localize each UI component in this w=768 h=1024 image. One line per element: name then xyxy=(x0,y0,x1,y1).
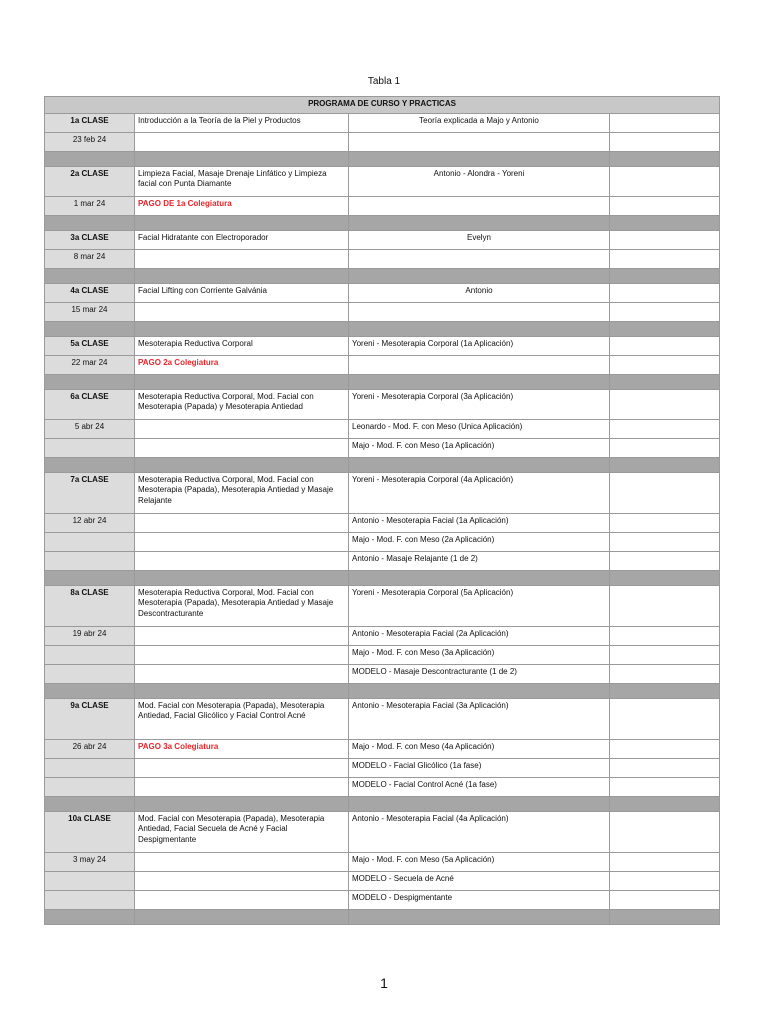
class-row xyxy=(45,231,720,250)
topic-cell xyxy=(135,627,349,646)
session-cell xyxy=(45,759,135,778)
notes-cell xyxy=(610,250,720,269)
practice-cell: MODELO - Secuela de Acné xyxy=(349,872,610,891)
session-cell xyxy=(45,910,135,925)
practice-cell xyxy=(349,152,610,167)
notes-cell xyxy=(610,665,720,684)
practice-cell: Antonio - Mesoterapia Facial (2a Aplicación) xyxy=(349,627,610,646)
table-row xyxy=(45,853,720,872)
notes-cell xyxy=(610,133,720,152)
topic-cell xyxy=(135,646,349,665)
notes-cell xyxy=(610,458,720,473)
notes-cell xyxy=(610,473,720,514)
notes-cell xyxy=(610,216,720,231)
class-row xyxy=(45,114,720,133)
session-cell: 10a CLASE xyxy=(45,812,135,853)
topic-cell: PAGO DE 1a Colegiatura xyxy=(135,197,349,216)
notes-cell xyxy=(610,646,720,665)
session-cell: 6a CLASE xyxy=(45,390,135,420)
notes-cell xyxy=(610,910,720,925)
table-row xyxy=(45,778,720,797)
table-row xyxy=(45,646,720,665)
session-cell: 1 mar 24 xyxy=(45,197,135,216)
notes-cell xyxy=(610,533,720,552)
practice-cell xyxy=(349,910,610,925)
practice-cell: Majo - Mod. F. con Meso (4a Aplicación) xyxy=(349,740,610,759)
session-cell: 12 abr 24 xyxy=(45,514,135,533)
session-cell: 19 abr 24 xyxy=(45,627,135,646)
practice-cell: Antonio - Mesoterapia Facial (4a Aplicación) xyxy=(349,812,610,853)
practice-cell: Majo - Mod. F. con Meso (5a Aplicación) xyxy=(349,853,610,872)
session-cell: 2a CLASE xyxy=(45,167,135,197)
topic-cell: Mesoterapia Reductiva Corporal, Mod. Facial con Mesoterapia (Papada), Mesoterapia Antiedad y Masaje Descontracturante xyxy=(135,586,349,627)
notes-cell xyxy=(610,571,720,586)
practice-cell xyxy=(349,797,610,812)
page-number: 1 xyxy=(380,975,388,991)
table-row xyxy=(45,356,720,375)
separator-row xyxy=(45,571,720,586)
session-cell: 3 may 24 xyxy=(45,853,135,872)
topic-cell: PAGO 2a Colegiatura xyxy=(135,356,349,375)
practice-cell: Yoreni - Mesoterapia Corporal (4a Aplicación) xyxy=(349,473,610,514)
table-row xyxy=(45,420,720,439)
topic-cell: PAGO 3a Colegiatura xyxy=(135,740,349,759)
session-cell: 23 feb 24 xyxy=(45,133,135,152)
separator-row xyxy=(45,375,720,390)
practice-cell: Antonio - Mesoterapia Facial (3a Aplicación) xyxy=(349,699,610,740)
schedule-table xyxy=(44,96,720,925)
notes-cell xyxy=(610,269,720,284)
topic-cell xyxy=(135,853,349,872)
practice-cell: Majo - Mod. F. con Meso (3a Aplicación) xyxy=(349,646,610,665)
notes-cell xyxy=(610,390,720,420)
practice-cell xyxy=(349,322,610,337)
table-row xyxy=(45,250,720,269)
practice-cell: Yoreni - Mesoterapia Corporal (1a Aplicación) xyxy=(349,337,610,356)
class-row xyxy=(45,167,720,197)
practice-cell: MODELO - Despigmentante xyxy=(349,891,610,910)
table-row xyxy=(45,665,720,684)
session-cell xyxy=(45,375,135,390)
notes-cell xyxy=(610,167,720,197)
practice-cell: Antonio xyxy=(349,284,610,303)
separator-row xyxy=(45,322,720,337)
topic-cell: Introducción a la Teoría de la Piel y Productos xyxy=(135,114,349,133)
session-cell: 3a CLASE xyxy=(45,231,135,250)
practice-cell: Leonardo - Mod. F. con Meso (Unica Aplicación) xyxy=(349,420,610,439)
class-row xyxy=(45,390,720,420)
topic-cell: Mod. Facial con Mesoterapia (Papada), Mesoterapia Antiedad, Facial Glicólico y Facial Control Acné xyxy=(135,699,349,740)
topic-cell xyxy=(135,797,349,812)
table-row xyxy=(45,133,720,152)
session-cell xyxy=(45,216,135,231)
topic-cell xyxy=(135,375,349,390)
session-cell: 8a CLASE xyxy=(45,586,135,627)
notes-cell xyxy=(610,439,720,458)
class-row xyxy=(45,812,720,853)
separator-row xyxy=(45,910,720,925)
table-row xyxy=(45,740,720,759)
notes-cell xyxy=(610,197,720,216)
table-row xyxy=(45,439,720,458)
notes-cell xyxy=(610,797,720,812)
session-cell xyxy=(45,891,135,910)
topic-cell xyxy=(135,322,349,337)
notes-cell xyxy=(610,778,720,797)
practice-cell xyxy=(349,458,610,473)
practice-cell: Yoreni - Mesoterapia Corporal (5a Aplicación) xyxy=(349,586,610,627)
session-cell: 7a CLASE xyxy=(45,473,135,514)
table-row xyxy=(45,891,720,910)
topic-cell xyxy=(135,684,349,699)
session-cell xyxy=(45,269,135,284)
session-cell: 15 mar 24 xyxy=(45,303,135,322)
table-row xyxy=(45,759,720,778)
notes-cell xyxy=(610,740,720,759)
topic-cell: Mesoterapia Reductiva Corporal xyxy=(135,337,349,356)
notes-cell xyxy=(610,114,720,133)
separator-row xyxy=(45,458,720,473)
session-cell xyxy=(45,778,135,797)
notes-cell xyxy=(610,152,720,167)
session-cell xyxy=(45,797,135,812)
class-row xyxy=(45,586,720,627)
session-cell xyxy=(45,458,135,473)
topic-cell xyxy=(135,891,349,910)
notes-cell xyxy=(610,759,720,778)
separator-row xyxy=(45,152,720,167)
topic-cell xyxy=(135,910,349,925)
topic-cell: Facial Lifting con Corriente Galvánia xyxy=(135,284,349,303)
topic-cell: Mod. Facial con Mesoterapia (Papada), Mesoterapia Antiedad, Facial Secuela de Acné y Facial Despigmentante xyxy=(135,812,349,853)
class-row xyxy=(45,699,720,740)
topic-cell xyxy=(135,552,349,571)
table-caption: Tabla 1 xyxy=(367,76,401,87)
practice-cell xyxy=(349,133,610,152)
notes-cell xyxy=(610,303,720,322)
topic-cell xyxy=(135,216,349,231)
topic-cell xyxy=(135,133,349,152)
table-header: PROGRAMA DE CURSO Y PRACTICAS xyxy=(45,97,720,114)
session-cell xyxy=(45,439,135,458)
session-cell xyxy=(45,552,135,571)
session-cell xyxy=(45,533,135,552)
session-cell xyxy=(45,665,135,684)
practice-cell: Yoreni - Mesoterapia Corporal (3a Aplicación) xyxy=(349,390,610,420)
topic-cell: Mesoterapia Reductiva Corporal, Mod. Facial con Mesoterapia (Papada), Mesoterapia Antiedad y Masaje Relajante xyxy=(135,473,349,514)
session-cell xyxy=(45,872,135,891)
notes-cell xyxy=(610,684,720,699)
topic-cell xyxy=(135,303,349,322)
topic-cell: Facial Hidratante con Electroporador xyxy=(135,231,349,250)
session-cell xyxy=(45,571,135,586)
table-row xyxy=(45,627,720,646)
topic-cell xyxy=(135,759,349,778)
practice-cell xyxy=(349,684,610,699)
notes-cell xyxy=(610,284,720,303)
separator-row xyxy=(45,269,720,284)
practice-cell: Antonio - Alondra - Yoreni xyxy=(349,167,610,197)
topic-cell xyxy=(135,250,349,269)
practice-cell: Teoría explicada a Majo y Antonio xyxy=(349,114,610,133)
notes-cell xyxy=(610,514,720,533)
session-cell: 8 mar 24 xyxy=(45,250,135,269)
session-cell: 22 mar 24 xyxy=(45,356,135,375)
notes-cell xyxy=(610,231,720,250)
topic-cell xyxy=(135,533,349,552)
session-cell: 26 abr 24 xyxy=(45,740,135,759)
topic-cell xyxy=(135,420,349,439)
class-row xyxy=(45,337,720,356)
session-cell xyxy=(45,322,135,337)
practice-cell xyxy=(349,356,610,375)
notes-cell xyxy=(610,420,720,439)
practice-cell xyxy=(349,571,610,586)
notes-cell xyxy=(610,375,720,390)
practice-cell xyxy=(349,375,610,390)
practice-cell: MODELO - Masaje Descontracturante (1 de 2) xyxy=(349,665,610,684)
topic-cell xyxy=(135,514,349,533)
notes-cell xyxy=(610,322,720,337)
session-cell xyxy=(45,646,135,665)
session-cell: 4a CLASE xyxy=(45,284,135,303)
notes-cell xyxy=(610,552,720,571)
separator-row xyxy=(45,216,720,231)
notes-cell xyxy=(610,872,720,891)
practice-cell xyxy=(349,216,610,231)
session-cell xyxy=(45,152,135,167)
session-cell: 5a CLASE xyxy=(45,337,135,356)
table-row xyxy=(45,197,720,216)
notes-cell xyxy=(610,699,720,740)
session-cell: 1a CLASE xyxy=(45,114,135,133)
class-row xyxy=(45,284,720,303)
topic-cell xyxy=(135,571,349,586)
topic-cell xyxy=(135,458,349,473)
table-row xyxy=(45,872,720,891)
practice-cell xyxy=(349,197,610,216)
topic-cell xyxy=(135,152,349,167)
separator-row xyxy=(45,684,720,699)
table-row xyxy=(45,514,720,533)
practice-cell: Majo - Mod. F. con Meso (1a Aplicación) xyxy=(349,439,610,458)
practice-cell xyxy=(349,269,610,284)
practice-cell: Evelyn xyxy=(349,231,610,250)
practice-cell: MODELO - Facial Glicólico (1a fase) xyxy=(349,759,610,778)
practice-cell xyxy=(349,303,610,322)
table-row xyxy=(45,552,720,571)
topic-cell xyxy=(135,439,349,458)
topic-cell: Limpieza Facial, Masaje Drenaje Linfático y Limpieza facial con Punta Diamante xyxy=(135,167,349,197)
topic-cell xyxy=(135,665,349,684)
practice-cell: Majo - Mod. F. con Meso (2a Aplicación) xyxy=(349,533,610,552)
session-cell: 5 abr 24 xyxy=(45,420,135,439)
notes-cell xyxy=(610,812,720,853)
table-row xyxy=(45,533,720,552)
practice-cell: Antonio - Masaje Relajante (1 de 2) xyxy=(349,552,610,571)
session-cell xyxy=(45,684,135,699)
notes-cell xyxy=(610,853,720,872)
notes-cell xyxy=(610,891,720,910)
table-header-row xyxy=(45,97,720,114)
practice-cell: MODELO - Facial Control Acné (1a fase) xyxy=(349,778,610,797)
topic-cell: Mesoterapia Reductiva Corporal, Mod. Facial con Mesoterapia (Papada) y Mesoterapia Antiedad xyxy=(135,390,349,420)
topic-cell xyxy=(135,269,349,284)
session-cell: 9a CLASE xyxy=(45,699,135,740)
notes-cell xyxy=(610,356,720,375)
class-row xyxy=(45,473,720,514)
practice-cell xyxy=(349,250,610,269)
topic-cell xyxy=(135,872,349,891)
notes-cell xyxy=(610,586,720,627)
table-row xyxy=(45,303,720,322)
separator-row xyxy=(45,797,720,812)
practice-cell: Antonio - Mesoterapia Facial (1a Aplicación) xyxy=(349,514,610,533)
notes-cell xyxy=(610,337,720,356)
notes-cell xyxy=(610,627,720,646)
topic-cell xyxy=(135,778,349,797)
